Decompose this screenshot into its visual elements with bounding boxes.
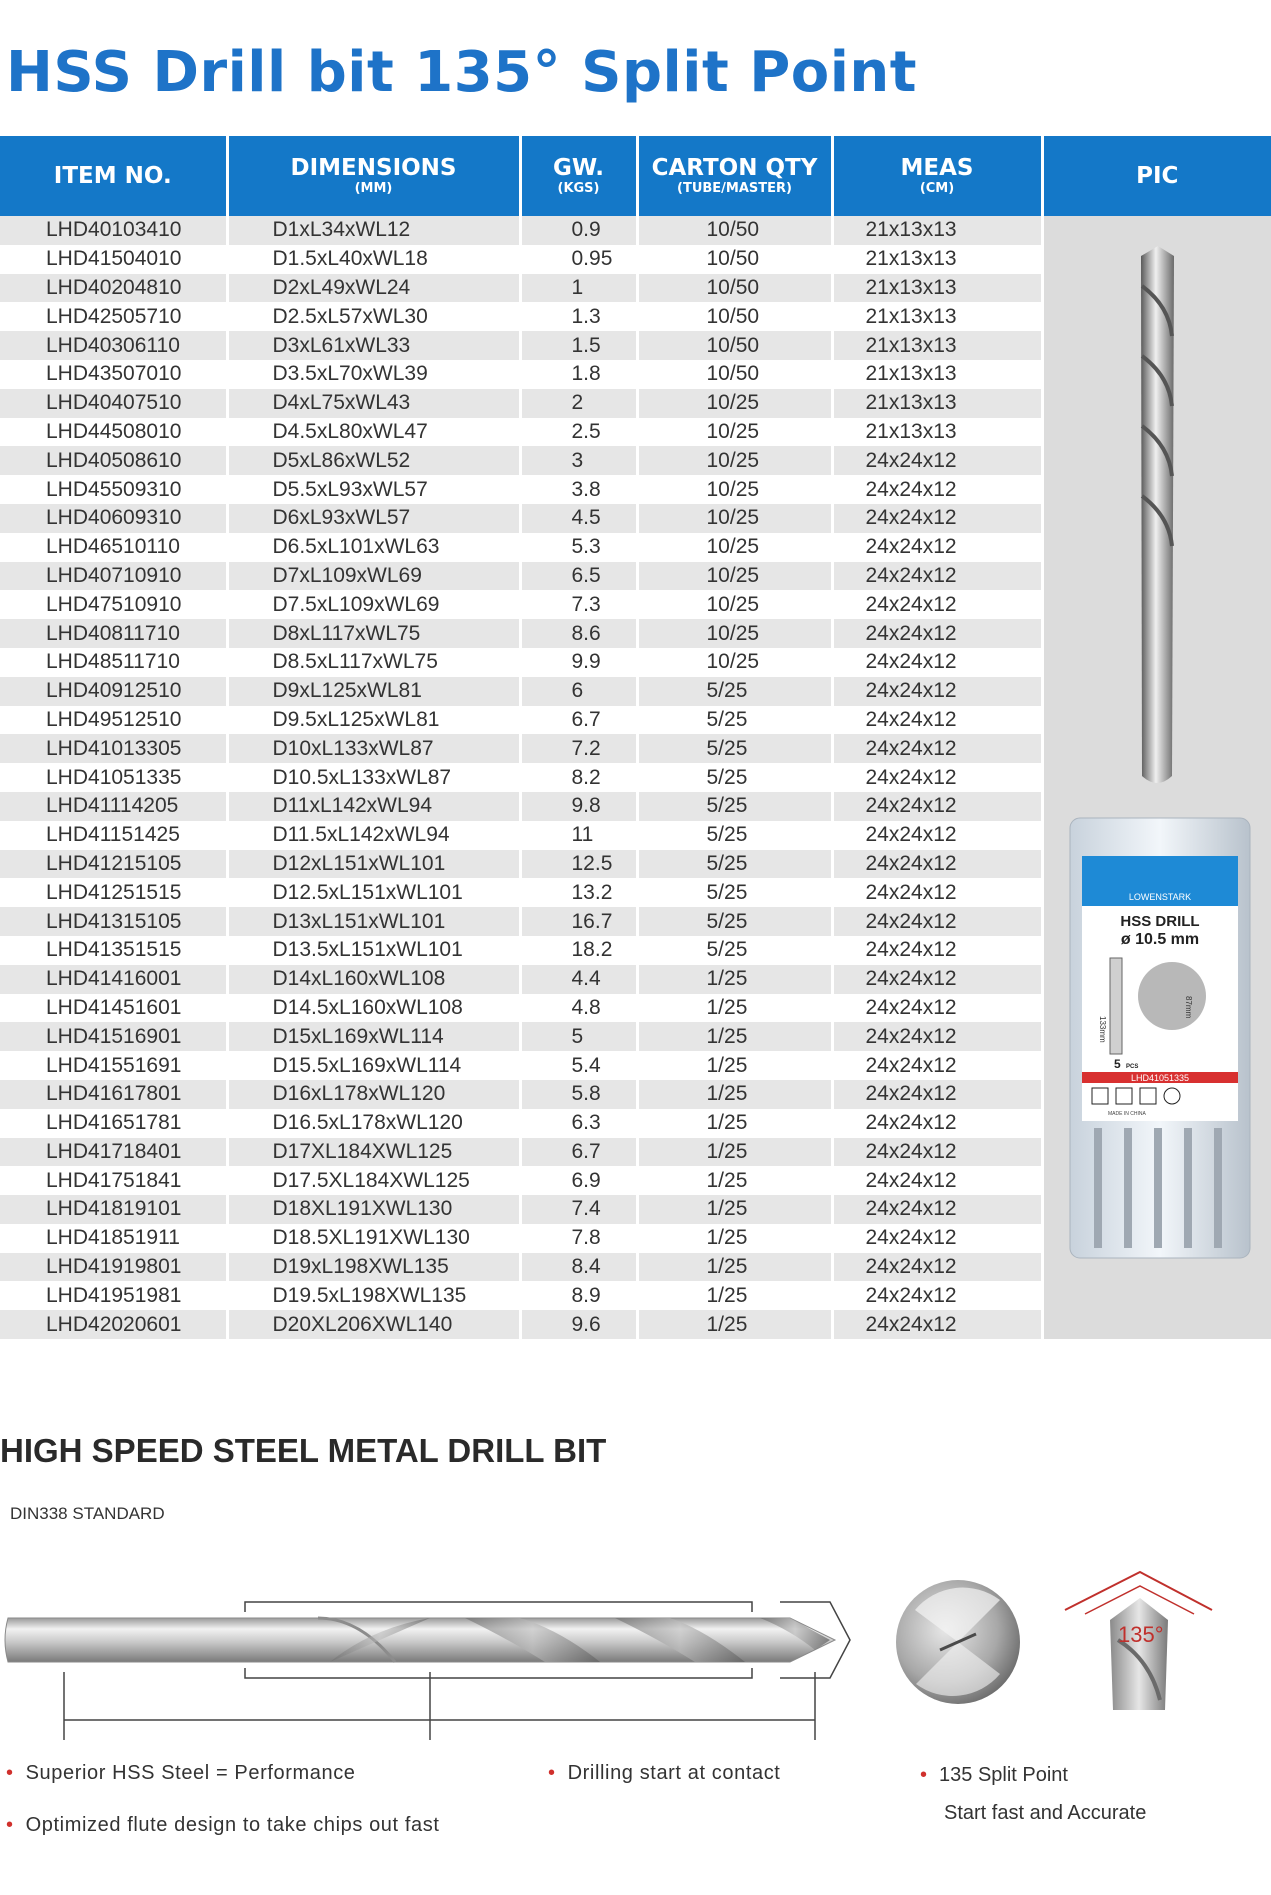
cell-carton-qty: 5/25 bbox=[637, 878, 832, 907]
cell-meas: 24x24x12 bbox=[832, 763, 1042, 792]
cell-item-no: LHD41151425 bbox=[0, 821, 227, 850]
cell-item-no: LHD49512510 bbox=[0, 706, 227, 735]
cell-meas: 21x13x13 bbox=[832, 389, 1042, 418]
cell-dimensions: D11.5xL142xWL94 bbox=[227, 821, 520, 850]
cell-meas: 24x24x12 bbox=[832, 1281, 1042, 1310]
cell-dimensions: D1.5xL40xWL18 bbox=[227, 245, 520, 274]
cell-carton-qty: 10/25 bbox=[637, 590, 832, 619]
drill-side-view bbox=[5, 1618, 835, 1662]
cell-item-no: LHD40407510 bbox=[0, 389, 227, 418]
cell-item-no: LHD41651781 bbox=[0, 1109, 227, 1138]
cell-gw: 1.3 bbox=[520, 302, 637, 331]
cell-item-no: LHD41251515 bbox=[0, 878, 227, 907]
cell-gw: 5.8 bbox=[520, 1080, 637, 1109]
feature-note: Start fast and Accurate bbox=[944, 1802, 1147, 1824]
cell-meas: 24x24x12 bbox=[832, 677, 1042, 706]
cell-meas: 24x24x12 bbox=[832, 1253, 1042, 1282]
header-gw: GW. (KGS) bbox=[520, 136, 637, 216]
cell-carton-qty: 1/25 bbox=[637, 1224, 832, 1253]
cell-gw: 9.9 bbox=[520, 648, 637, 677]
cell-carton-qty: 1/25 bbox=[637, 1253, 832, 1282]
header-pic: PIC bbox=[1042, 136, 1271, 216]
cell-carton-qty: 10/25 bbox=[637, 648, 832, 677]
cell-carton-qty: 10/25 bbox=[637, 562, 832, 591]
cell-item-no: LHD41551691 bbox=[0, 1051, 227, 1080]
cell-carton-qty: 1/25 bbox=[637, 1022, 832, 1051]
drill-tip-angle-view bbox=[1065, 1572, 1212, 1710]
package-size: ø 10.5 mm bbox=[1120, 931, 1199, 948]
cell-carton-qty: 1/25 bbox=[637, 1051, 832, 1080]
cell-dimensions: D12.5xL151xWL101 bbox=[227, 878, 520, 907]
cell-gw: 3 bbox=[520, 446, 637, 475]
cell-dimensions: D16xL178xWL120 bbox=[227, 1080, 520, 1109]
cell-item-no: LHD47510910 bbox=[0, 590, 227, 619]
cell-carton-qty: 5/25 bbox=[637, 706, 832, 735]
cell-dimensions: D15.5xL169xWL114 bbox=[227, 1051, 520, 1080]
cell-gw: 8.4 bbox=[520, 1253, 637, 1282]
cell-dimensions: D15xL169xWL114 bbox=[227, 1022, 520, 1051]
cell-gw: 1.5 bbox=[520, 331, 637, 360]
bullet-dot-icon: • bbox=[920, 1764, 928, 1786]
cell-item-no: LHD41416001 bbox=[0, 965, 227, 994]
cell-dimensions: D9xL125xWL81 bbox=[227, 677, 520, 706]
cell-gw: 16.7 bbox=[520, 907, 637, 936]
cell-dimensions: D8xL117xWL75 bbox=[227, 619, 520, 648]
package-brand: LOWENSTARK bbox=[1128, 892, 1191, 902]
cell-dimensions: D11xL142xWL94 bbox=[227, 792, 520, 821]
cell-meas: 21x13x13 bbox=[832, 418, 1042, 447]
header-meas: MEAS (CM) bbox=[832, 136, 1042, 216]
feature-item: • 135 Split Point bbox=[920, 1764, 1068, 1786]
cell-gw: 7.2 bbox=[520, 734, 637, 763]
package-length-flute: 87mm bbox=[1183, 996, 1193, 1019]
table-header-row bbox=[0, 136, 1271, 216]
cell-carton-qty: 5/25 bbox=[637, 821, 832, 850]
cell-meas: 24x24x12 bbox=[832, 850, 1042, 879]
cell-item-no: LHD41051335 bbox=[0, 763, 227, 792]
cell-carton-qty: 1/25 bbox=[637, 1138, 832, 1167]
cell-gw: 5.4 bbox=[520, 1051, 637, 1080]
cell-gw: 4.8 bbox=[520, 994, 637, 1023]
cell-dimensions: D9.5xL125xWL81 bbox=[227, 706, 520, 735]
bullet-dot-icon: • bbox=[6, 1814, 14, 1836]
cell-item-no: LHD41351515 bbox=[0, 936, 227, 965]
cell-gw: 8.6 bbox=[520, 619, 637, 648]
cell-dimensions: D19xL198XWL135 bbox=[227, 1253, 520, 1282]
cell-meas: 21x13x13 bbox=[832, 216, 1042, 245]
cell-item-no: LHD40609310 bbox=[0, 504, 227, 533]
cell-gw: 7.4 bbox=[520, 1195, 637, 1224]
cell-gw: 6.9 bbox=[520, 1166, 637, 1195]
feature-item: • Superior HSS Steel = Performance bbox=[6, 1762, 356, 1784]
cell-dimensions: D3xL61xWL33 bbox=[227, 331, 520, 360]
cell-meas: 21x13x13 bbox=[832, 274, 1042, 303]
package-origin: MADE IN CHINA bbox=[1107, 1111, 1146, 1117]
cell-item-no: LHD41751841 bbox=[0, 1166, 227, 1195]
cell-meas: 24x24x12 bbox=[832, 562, 1042, 591]
cell-gw: 5.3 bbox=[520, 533, 637, 562]
cell-dimensions: D6.5xL101xWL63 bbox=[227, 533, 520, 562]
cell-item-no: LHD41114205 bbox=[0, 792, 227, 821]
cell-gw: 2 bbox=[520, 389, 637, 418]
cell-carton-qty: 1/25 bbox=[637, 1166, 832, 1195]
cell-gw: 11 bbox=[520, 821, 637, 850]
cell-gw: 1.8 bbox=[520, 360, 637, 389]
cell-item-no: LHD40103410 bbox=[0, 216, 227, 245]
cell-dimensions: D7.5xL109xWL69 bbox=[227, 590, 520, 619]
cell-item-no: LHD41851911 bbox=[0, 1224, 227, 1253]
cell-meas: 24x24x12 bbox=[832, 792, 1042, 821]
cell-item-no: LHD41451601 bbox=[0, 994, 227, 1023]
cell-item-no: LHD41504010 bbox=[0, 245, 227, 274]
cell-meas: 24x24x12 bbox=[832, 965, 1042, 994]
cell-gw: 12.5 bbox=[520, 850, 637, 879]
cell-item-no: LHD40811710 bbox=[0, 619, 227, 648]
cell-carton-qty: 5/25 bbox=[637, 677, 832, 706]
cell-carton-qty: 1/25 bbox=[637, 1281, 832, 1310]
cell-meas: 24x24x12 bbox=[832, 1051, 1042, 1080]
cell-carton-qty: 1/25 bbox=[637, 1310, 832, 1339]
cell-dimensions: D13xL151xWL101 bbox=[227, 907, 520, 936]
cell-meas: 24x24x12 bbox=[832, 446, 1042, 475]
cell-meas: 24x24x12 bbox=[832, 590, 1042, 619]
cell-gw: 4.5 bbox=[520, 504, 637, 533]
cell-dimensions: D7xL109xWL69 bbox=[227, 562, 520, 591]
cell-dimensions: D2.5xL57xWL30 bbox=[227, 302, 520, 331]
cell-gw: 8.2 bbox=[520, 763, 637, 792]
cell-item-no: LHD46510110 bbox=[0, 533, 227, 562]
cell-carton-qty: 5/25 bbox=[637, 763, 832, 792]
cell-gw: 0.95 bbox=[520, 245, 637, 274]
feature-item: • Drilling start at contact bbox=[548, 1762, 781, 1784]
cell-dimensions: D20XL206XWL140 bbox=[227, 1310, 520, 1339]
cell-meas: 24x24x12 bbox=[832, 1166, 1042, 1195]
cell-meas: 24x24x12 bbox=[832, 907, 1042, 936]
cell-meas: 24x24x12 bbox=[832, 878, 1042, 907]
angle-label: 135° bbox=[1118, 1622, 1164, 1647]
cell-gw: 9.8 bbox=[520, 792, 637, 821]
cell-meas: 24x24x12 bbox=[832, 1022, 1042, 1051]
cell-meas: 24x24x12 bbox=[832, 619, 1042, 648]
cell-item-no: LHD41013305 bbox=[0, 734, 227, 763]
cell-carton-qty: 10/25 bbox=[637, 446, 832, 475]
spec-table bbox=[0, 136, 1271, 1339]
cell-carton-qty: 10/25 bbox=[637, 504, 832, 533]
package-pcs-unit: PCS bbox=[1125, 1064, 1138, 1070]
cell-gw: 9.6 bbox=[520, 1310, 637, 1339]
cell-item-no: LHD41617801 bbox=[0, 1080, 227, 1109]
cell-gw: 1 bbox=[520, 274, 637, 303]
cell-dimensions: D6xL93xWL57 bbox=[227, 504, 520, 533]
package-label: HSS DRILL bbox=[1119, 913, 1200, 930]
cell-carton-qty: 5/25 bbox=[637, 907, 832, 936]
cell-carton-qty: 10/25 bbox=[637, 619, 832, 648]
cell-meas: 24x24x12 bbox=[832, 648, 1042, 677]
cell-item-no: LHD48511710 bbox=[0, 648, 227, 677]
table-row bbox=[0, 216, 1271, 245]
cell-gw: 13.2 bbox=[520, 878, 637, 907]
cell-gw: 4.4 bbox=[520, 965, 637, 994]
cell-meas: 24x24x12 bbox=[832, 1224, 1042, 1253]
cell-gw: 7.3 bbox=[520, 590, 637, 619]
cell-gw: 5 bbox=[520, 1022, 637, 1051]
cell-carton-qty: 10/25 bbox=[637, 475, 832, 504]
cell-dimensions: D10.5xL133xWL87 bbox=[227, 763, 520, 792]
package-length-total: 133mm bbox=[1097, 1016, 1107, 1043]
cell-meas: 24x24x12 bbox=[832, 706, 1042, 735]
cell-item-no: LHD41315105 bbox=[0, 907, 227, 936]
cell-item-no: LHD40204810 bbox=[0, 274, 227, 303]
cell-gw: 2.5 bbox=[520, 418, 637, 447]
page-title: HSS Drill bit 135° Split Point bbox=[6, 40, 918, 105]
cell-gw: 6.3 bbox=[520, 1109, 637, 1138]
cell-gw: 6 bbox=[520, 677, 637, 706]
cell-meas: 21x13x13 bbox=[832, 302, 1042, 331]
cell-meas: 24x24x12 bbox=[832, 504, 1042, 533]
drill-diagram bbox=[0, 1560, 1271, 1740]
header-item-no: ITEM NO. bbox=[0, 136, 227, 216]
cell-carton-qty: 10/25 bbox=[637, 418, 832, 447]
cell-meas: 24x24x12 bbox=[832, 734, 1042, 763]
cell-carton-qty: 10/25 bbox=[637, 533, 832, 562]
cell-carton-qty: 5/25 bbox=[637, 936, 832, 965]
cell-gw: 6.7 bbox=[520, 1138, 637, 1167]
cell-carton-qty: 1/25 bbox=[637, 994, 832, 1023]
cell-carton-qty: 10/50 bbox=[637, 245, 832, 274]
cell-gw: 0.9 bbox=[520, 216, 637, 245]
cell-carton-qty: 5/25 bbox=[637, 734, 832, 763]
cell-dimensions: D5xL86xWL52 bbox=[227, 446, 520, 475]
cell-meas: 21x13x13 bbox=[832, 331, 1042, 360]
cell-item-no: LHD42020601 bbox=[0, 1310, 227, 1339]
cell-meas: 24x24x12 bbox=[832, 1080, 1042, 1109]
cell-carton-qty: 5/25 bbox=[637, 850, 832, 879]
cell-item-no: LHD42505710 bbox=[0, 302, 227, 331]
cell-dimensions: D8.5xL117xWL75 bbox=[227, 648, 520, 677]
cell-carton-qty: 10/50 bbox=[637, 216, 832, 245]
cell-item-no: LHD40306110 bbox=[0, 331, 227, 360]
cell-item-no: LHD41718401 bbox=[0, 1138, 227, 1167]
header-carton-qty: CARTON QTY (TUBE/MASTER) bbox=[637, 136, 832, 216]
cell-item-no: LHD40912510 bbox=[0, 677, 227, 706]
cell-dimensions: D2xL49xWL24 bbox=[227, 274, 520, 303]
cell-carton-qty: 5/25 bbox=[637, 792, 832, 821]
cell-item-no: LHD41516901 bbox=[0, 1022, 227, 1051]
cell-carton-qty: 1/25 bbox=[637, 965, 832, 994]
cell-dimensions: D13.5xL151xWL101 bbox=[227, 936, 520, 965]
cell-dimensions: D10xL133xWL87 bbox=[227, 734, 520, 763]
cell-gw: 8.9 bbox=[520, 1281, 637, 1310]
cell-carton-qty: 1/25 bbox=[637, 1195, 832, 1224]
cell-meas: 21x13x13 bbox=[832, 245, 1042, 274]
cell-carton-qty: 10/25 bbox=[637, 389, 832, 418]
cell-dimensions: D4xL75xWL43 bbox=[227, 389, 520, 418]
bullet-dot-icon: • bbox=[6, 1762, 14, 1784]
cell-carton-qty: 10/50 bbox=[637, 360, 832, 389]
package-code: LHD41051335 bbox=[1130, 1073, 1189, 1083]
cell-carton-qty: 10/50 bbox=[637, 274, 832, 303]
product-pictures bbox=[1044, 216, 1271, 1339]
cell-dimensions: D1xL34xWL12 bbox=[227, 216, 520, 245]
cell-meas: 24x24x12 bbox=[832, 475, 1042, 504]
cell-dimensions: D17XL184XWL125 bbox=[227, 1138, 520, 1167]
cell-dimensions: D3.5xL70xWL39 bbox=[227, 360, 520, 389]
cell-meas: 24x24x12 bbox=[832, 1195, 1042, 1224]
cell-meas: 24x24x12 bbox=[832, 1310, 1042, 1339]
cell-dimensions: D19.5xL198XWL135 bbox=[227, 1281, 520, 1310]
cell-dimensions: D17.5XL184XWL125 bbox=[227, 1166, 520, 1195]
cell-dimensions: D16.5xL178xWL120 bbox=[227, 1109, 520, 1138]
cell-meas: 21x13x13 bbox=[832, 360, 1042, 389]
cell-item-no: LHD41819101 bbox=[0, 1195, 227, 1224]
package-image bbox=[1070, 818, 1250, 1258]
bullet-dot-icon: • bbox=[548, 1762, 556, 1784]
cell-gw: 18.2 bbox=[520, 936, 637, 965]
drill-point-end-view bbox=[896, 1580, 1020, 1704]
cell-item-no: LHD44508010 bbox=[0, 418, 227, 447]
cell-item-no: LHD40508610 bbox=[0, 446, 227, 475]
package-pcs-number: 5 bbox=[1113, 1057, 1121, 1071]
feature-item: • Optimized flute design to take chips out fast bbox=[6, 1814, 440, 1836]
cell-meas: 24x24x12 bbox=[832, 1138, 1042, 1167]
standard-label: DIN338 STANDARD bbox=[10, 1504, 165, 1523]
cell-meas: 24x24x12 bbox=[832, 821, 1042, 850]
cell-item-no: LHD41215105 bbox=[0, 850, 227, 879]
cell-item-no: LHD41919801 bbox=[0, 1253, 227, 1282]
section-title: HIGH SPEED STEEL METAL DRILL BIT bbox=[0, 1432, 607, 1469]
cell-meas: 24x24x12 bbox=[832, 936, 1042, 965]
cell-dimensions: D14.5xL160xWL108 bbox=[227, 994, 520, 1023]
cell-meas: 24x24x12 bbox=[832, 994, 1042, 1023]
cell-gw: 6.7 bbox=[520, 706, 637, 735]
drill-bit-image bbox=[1141, 246, 1174, 783]
cell-dimensions: D5.5xL93xWL57 bbox=[227, 475, 520, 504]
cell-carton-qty: 10/50 bbox=[637, 331, 832, 360]
header-dimensions: DIMENSIONS (MM) bbox=[227, 136, 520, 216]
cell-dimensions: D18.5XL191XWL130 bbox=[227, 1224, 520, 1253]
cell-carton-qty: 1/25 bbox=[637, 1109, 832, 1138]
cell-item-no: LHD45509310 bbox=[0, 475, 227, 504]
cell-gw: 6.5 bbox=[520, 562, 637, 591]
cell-carton-qty: 10/50 bbox=[637, 302, 832, 331]
cell-dimensions: D12xL151xWL101 bbox=[227, 850, 520, 879]
cell-gw: 7.8 bbox=[520, 1224, 637, 1253]
cell-dimensions: D18XL191XWL130 bbox=[227, 1195, 520, 1224]
cell-gw: 3.8 bbox=[520, 475, 637, 504]
cell-dimensions: D4.5xL80xWL47 bbox=[227, 418, 520, 447]
cell-meas: 24x24x12 bbox=[832, 1109, 1042, 1138]
cell-item-no: LHD43507010 bbox=[0, 360, 227, 389]
cell-item-no: LHD40710910 bbox=[0, 562, 227, 591]
cell-item-no: LHD41951981 bbox=[0, 1281, 227, 1310]
table-body bbox=[0, 216, 1271, 1339]
pic-cell bbox=[1042, 216, 1271, 1339]
cell-carton-qty: 1/25 bbox=[637, 1080, 832, 1109]
cell-meas: 24x24x12 bbox=[832, 533, 1042, 562]
cell-dimensions: D14xL160xWL108 bbox=[227, 965, 520, 994]
